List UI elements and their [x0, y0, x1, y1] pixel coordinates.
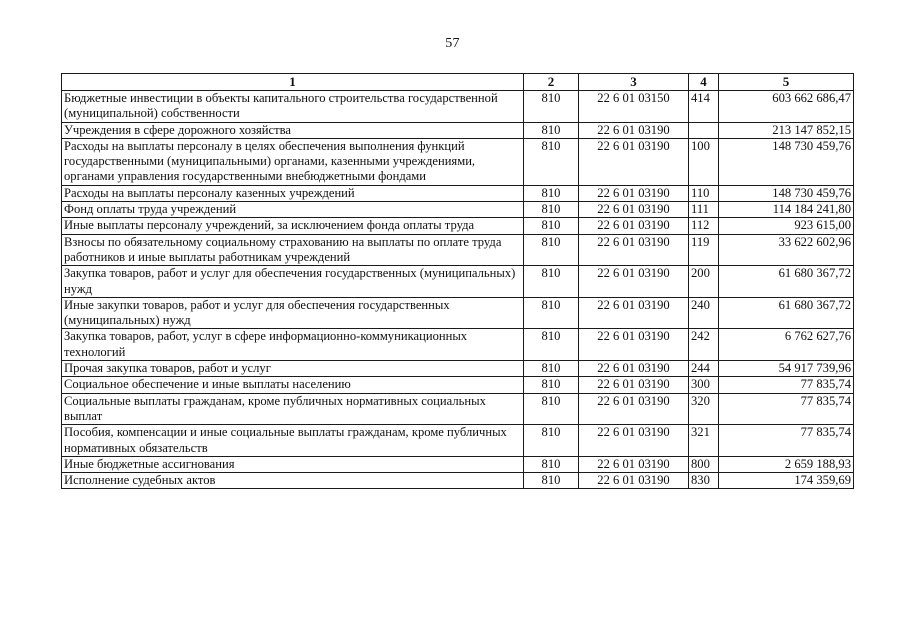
cell-amount: 77 835,74 [719, 393, 854, 425]
cell-target-code: 22 6 01 03190 [579, 456, 689, 472]
cell-amount: 114 184 241,80 [719, 202, 854, 218]
cell-expense-type: 200 [689, 266, 719, 298]
cell-amount: 148 730 459,76 [719, 185, 854, 201]
cell-amount: 33 622 602,96 [719, 234, 854, 266]
cell-ministry-code: 810 [524, 122, 579, 138]
column-header: 3 [579, 74, 689, 91]
cell-amount: 2 659 188,93 [719, 456, 854, 472]
column-header: 2 [524, 74, 579, 91]
cell-ministry-code: 810 [524, 234, 579, 266]
cell-name: Прочая закупка товаров, работ и услуг [62, 361, 524, 377]
cell-target-code: 22 6 01 03190 [579, 266, 689, 298]
cell-name: Социальное обеспечение и иные выплаты населению [62, 377, 524, 393]
cell-target-code: 22 6 01 03190 [579, 185, 689, 201]
cell-amount: 148 730 459,76 [719, 138, 854, 185]
cell-target-code: 22 6 01 03190 [579, 234, 689, 266]
cell-target-code: 22 6 01 03190 [579, 218, 689, 234]
cell-amount: 923 615,00 [719, 218, 854, 234]
column-header: 4 [689, 74, 719, 91]
cell-ministry-code: 810 [524, 361, 579, 377]
cell-name: Иные выплаты персоналу учреждений, за исключением фонда оплаты труда [62, 218, 524, 234]
cell-expense-type: 830 [689, 473, 719, 489]
cell-ministry-code: 810 [524, 329, 579, 361]
cell-target-code: 22 6 01 03190 [579, 473, 689, 489]
cell-amount: 61 680 367,72 [719, 266, 854, 298]
cell-ministry-code: 810 [524, 91, 579, 123]
table-row [62, 377, 854, 393]
table-row [62, 91, 854, 123]
cell-name: Закупка товаров, работ, услуг в сфере информационно-коммуникационных технологий [62, 329, 524, 361]
cell-target-code: 22 6 01 03190 [579, 329, 689, 361]
cell-ministry-code: 810 [524, 425, 579, 457]
table-row [62, 473, 854, 489]
cell-target-code: 22 6 01 03190 [579, 377, 689, 393]
cell-amount: 174 359,69 [719, 473, 854, 489]
cell-target-code: 22 6 01 03190 [579, 393, 689, 425]
cell-expense-type: 112 [689, 218, 719, 234]
table-row [62, 138, 854, 185]
column-header: 1 [62, 74, 524, 91]
cell-ministry-code: 810 [524, 393, 579, 425]
cell-expense-type: 242 [689, 329, 719, 361]
table-row [62, 266, 854, 298]
cell-expense-type: 100 [689, 138, 719, 185]
cell-amount: 54 917 739,96 [719, 361, 854, 377]
budget-table [61, 73, 854, 489]
cell-expense-type: 800 [689, 456, 719, 472]
cell-name: Социальные выплаты гражданам, кроме публичных нормативных социальных выплат [62, 393, 524, 425]
cell-amount: 61 680 367,72 [719, 297, 854, 329]
cell-amount: 77 835,74 [719, 377, 854, 393]
cell-name: Взносы по обязательному социальному страхованию на выплаты по оплате труда работников и иные выплаты работникам учреждений [62, 234, 524, 266]
cell-expense-type: 320 [689, 393, 719, 425]
table-row [62, 425, 854, 457]
cell-ministry-code: 810 [524, 138, 579, 185]
cell-amount: 603 662 686,47 [719, 91, 854, 123]
table-row [62, 393, 854, 425]
cell-name: Иные закупки товаров, работ и услуг для обеспечения государственных (муниципальных) нужд [62, 297, 524, 329]
column-header: 5 [719, 74, 854, 91]
cell-name: Закупка товаров, работ и услуг для обеспечения государственных (муниципальных) нужд [62, 266, 524, 298]
cell-ministry-code: 810 [524, 202, 579, 218]
cell-target-code: 22 6 01 03150 [579, 91, 689, 123]
cell-ministry-code: 810 [524, 456, 579, 472]
cell-amount: 6 762 627,76 [719, 329, 854, 361]
cell-name: Исполнение судебных актов [62, 473, 524, 489]
cell-expense-type: 244 [689, 361, 719, 377]
cell-target-code: 22 6 01 03190 [579, 122, 689, 138]
cell-ministry-code: 810 [524, 377, 579, 393]
table-row [62, 122, 854, 138]
cell-name: Расходы на выплаты персоналу в целях обеспечения выполнения функций государственными (муниципальными) органами, казенными учреждениями, органами управления государственными внебюджетными фондами [62, 138, 524, 185]
cell-expense-type [689, 122, 719, 138]
cell-expense-type: 111 [689, 202, 719, 218]
table-body [62, 91, 854, 489]
cell-expense-type: 414 [689, 91, 719, 123]
cell-expense-type: 321 [689, 425, 719, 457]
table-row [62, 456, 854, 472]
table-row [62, 361, 854, 377]
cell-expense-type: 110 [689, 185, 719, 201]
cell-expense-type: 240 [689, 297, 719, 329]
cell-amount: 77 835,74 [719, 425, 854, 457]
table-row [62, 202, 854, 218]
cell-target-code: 22 6 01 03190 [579, 361, 689, 377]
cell-ministry-code: 810 [524, 266, 579, 298]
page-number: 57 [445, 36, 460, 51]
table-row [62, 234, 854, 266]
cell-name: Фонд оплаты труда учреждений [62, 202, 524, 218]
cell-target-code: 22 6 01 03190 [579, 297, 689, 329]
cell-expense-type: 300 [689, 377, 719, 393]
table-row [62, 218, 854, 234]
table-row [62, 185, 854, 201]
cell-name: Расходы на выплаты персоналу казенных учреждений [62, 185, 524, 201]
table-row [62, 297, 854, 329]
cell-ministry-code: 810 [524, 473, 579, 489]
cell-name: Бюджетные инвестиции в объекты капитального строительства государственной (муниципальной) собственности [62, 91, 524, 123]
cell-ministry-code: 810 [524, 185, 579, 201]
cell-target-code: 22 6 01 03190 [579, 138, 689, 185]
cell-ministry-code: 810 [524, 218, 579, 234]
table-row [62, 329, 854, 361]
cell-ministry-code: 810 [524, 297, 579, 329]
cell-amount: 213 147 852,15 [719, 122, 854, 138]
cell-name: Пособия, компенсации и иные социальные выплаты гражданам, кроме публичных нормативных обязательств [62, 425, 524, 457]
cell-target-code: 22 6 01 03190 [579, 202, 689, 218]
cell-name: Учреждения в сфере дорожного хозяйства [62, 122, 524, 138]
cell-name: Иные бюджетные ассигнования [62, 456, 524, 472]
table-header-row [62, 74, 854, 91]
cell-target-code: 22 6 01 03190 [579, 425, 689, 457]
cell-expense-type: 119 [689, 234, 719, 266]
